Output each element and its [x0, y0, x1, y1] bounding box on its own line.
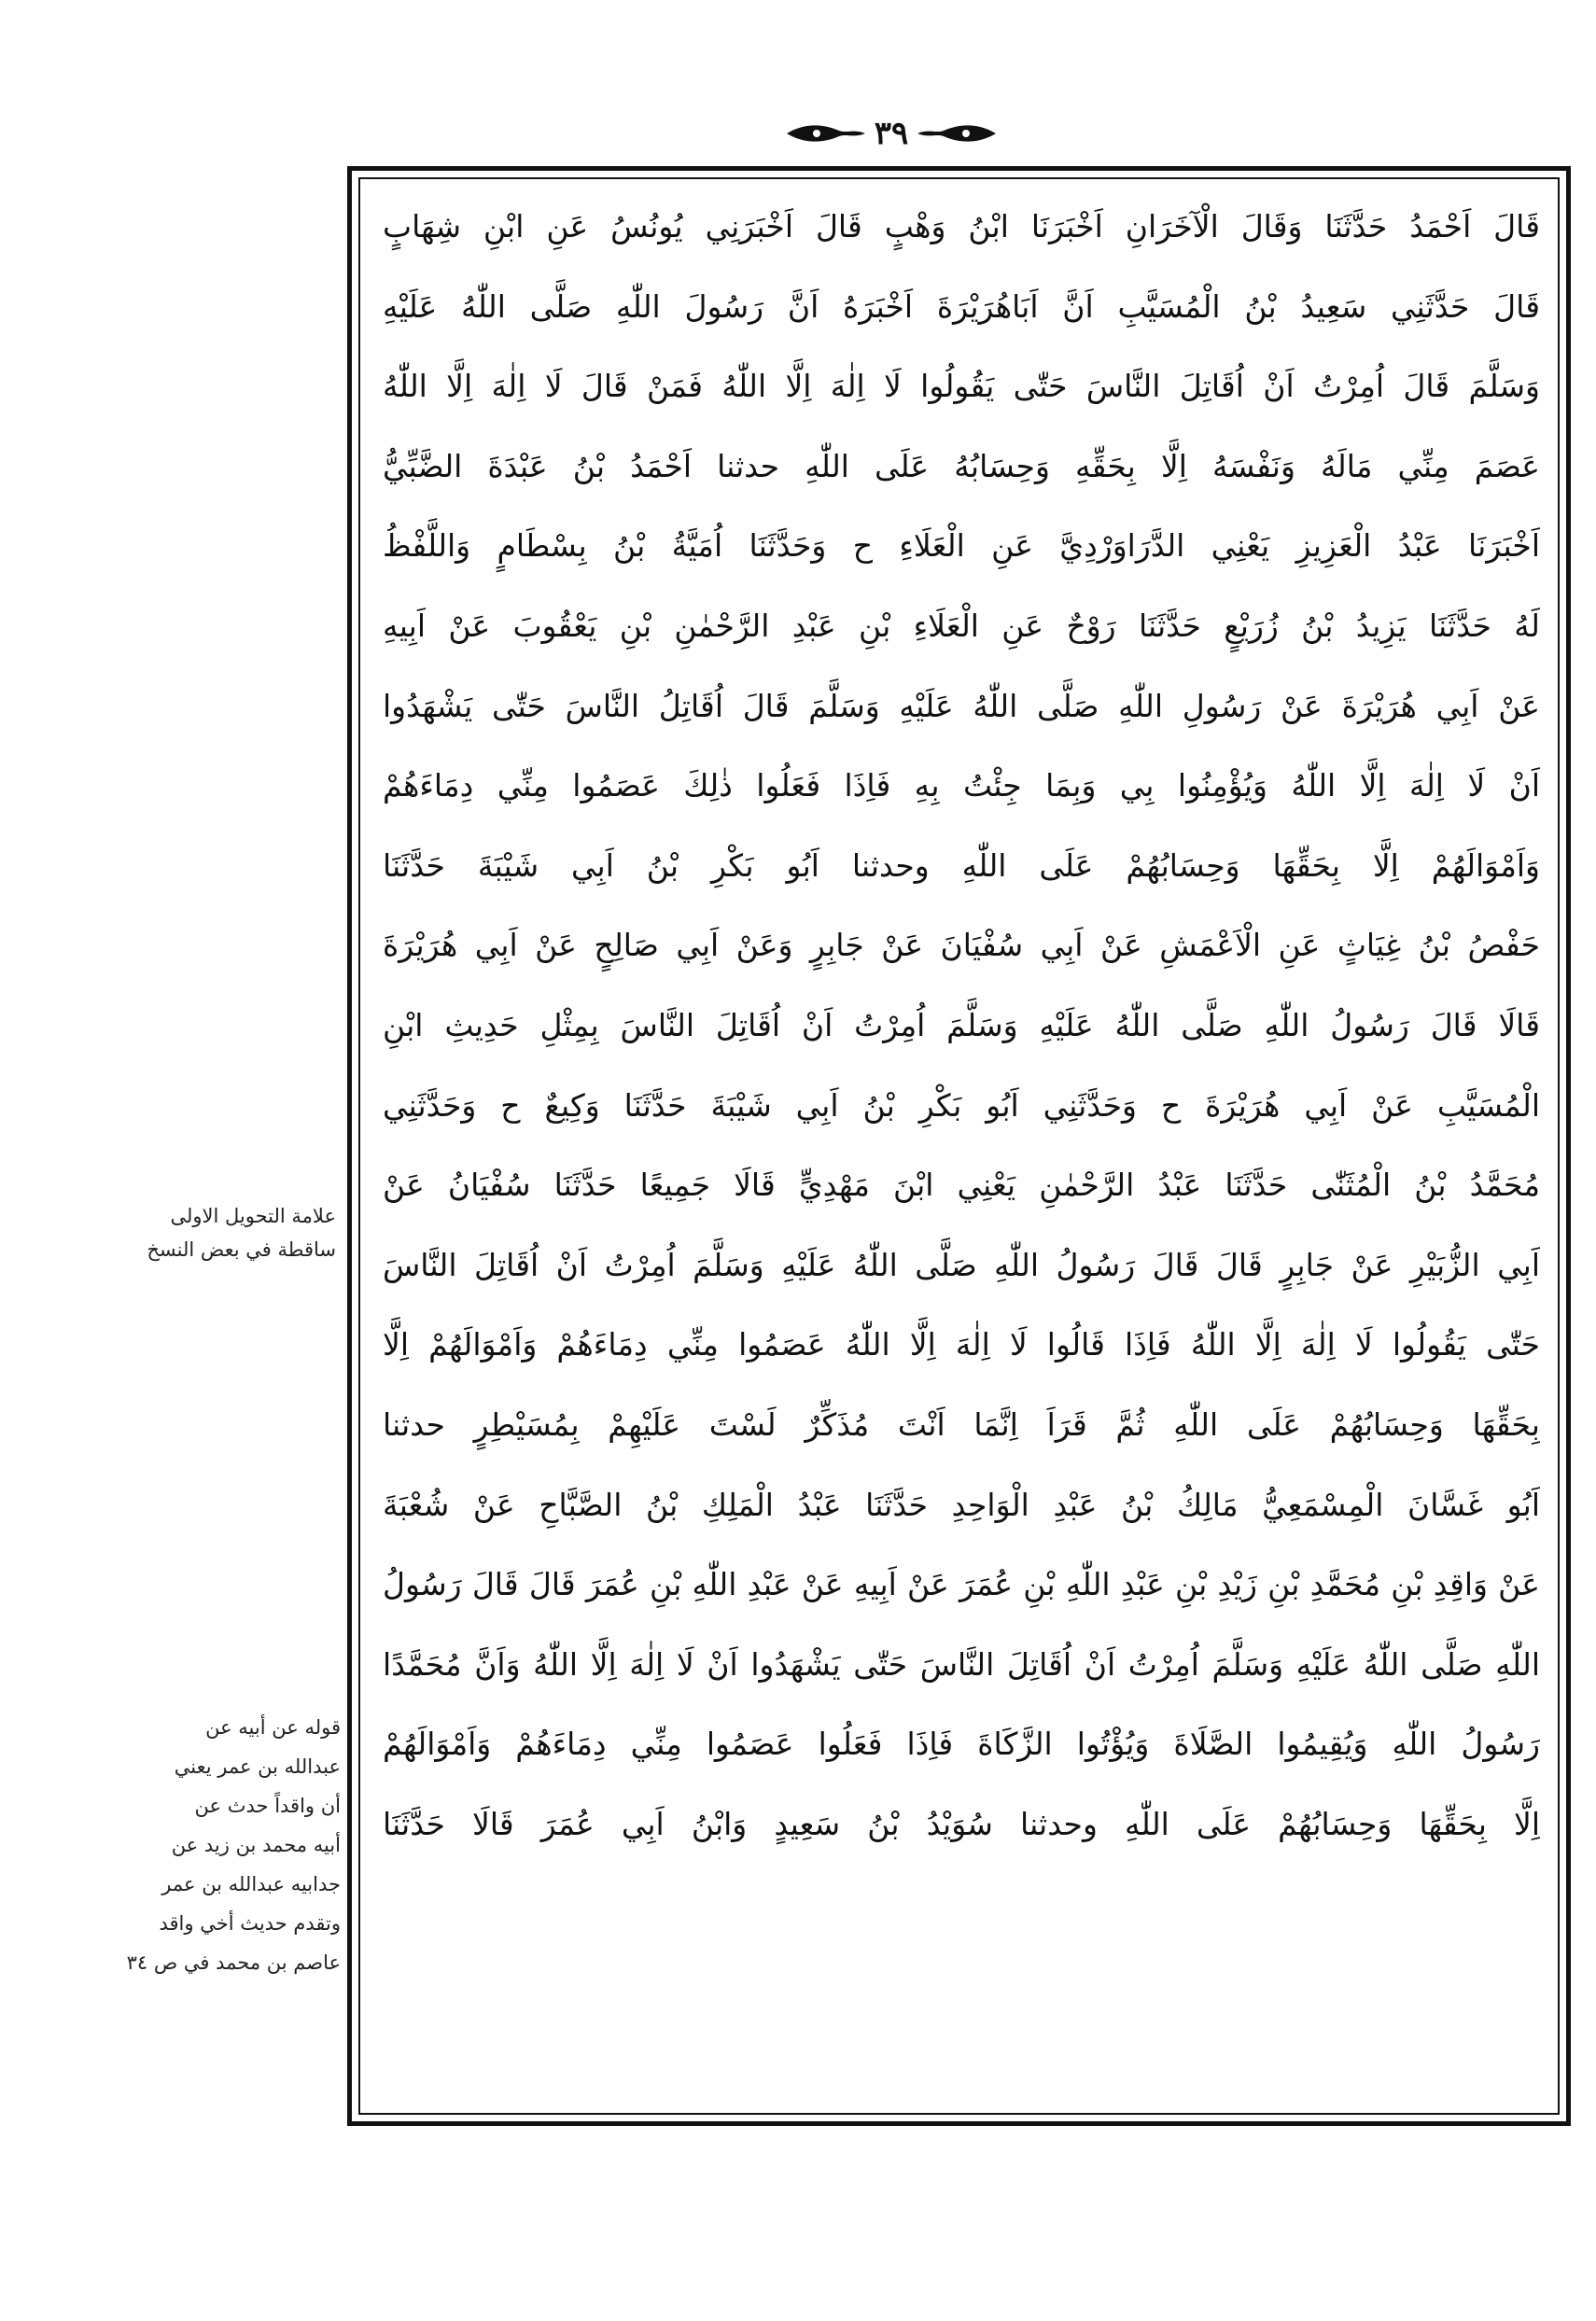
- text-line: وَسَلَّمَ قَالَ اُمِرْتُ اَنْ اُقَاتِلَ النَّاسَ حَتّٰى يَقُولُوا لَا اِلٰهَ اِلَّا اللّٰهُ فَمَنْ قَالَ لَا اِلٰهَ اِلَّا اللّٰهُ: [383, 368, 1540, 405]
- text-line: الْمُسَيَّبِ عَنْ اَبِي هُرَيْرَةَ ح وَحَدَّثَنِي اَبُو بَكْرِ بْنُ اَبِي شَيْبَةَ حَدَّثَنَا وَكِيعٌ ح وَحَدَّثَنِي: [383, 1086, 1540, 1124]
- text-line: اَبِي الزُّبَيْرِ عَنْ جَابِرٍ قَالَ قَالَ رَسُولُ اللّٰهِ صَلَّى اللّٰهُ عَلَيْهِ وَسَلَّمَ اُمِرْتُ اَنْ اُقَاتِلَ النَّاسَ: [383, 1246, 1540, 1283]
- text-line: بِحَقِّهَا وَحِسَابُهُمْ عَلَى اللّٰهِ ثُمَّ قَرَاَ اِنَّمَا اَنْتَ مُذَكِّرٌ لَسْتَ عَلَيْهِمْ بِمُسَيْطِرٍ حدثنا: [383, 1405, 1540, 1443]
- text-line: قَالَ اَحْمَدُ حَدَّثَنَا وَقَالَ الْآخَرَانِ اَخْبَرَنَا ابْنُ وَهْبٍ قَالَ اَخْبَرَنِي يُونُسُ عَنِ ابْنِ شِهَابٍ: [383, 208, 1540, 245]
- text-line: وَاَمْوَالَهُمْ اِلَّا بِحَقِّهَا وَحِسَابُهُمْ عَلَى اللّٰهِ وحدثنا اَبُو بَكْرِ بْنُ اَبِي شَيْبَةَ حَدَّثَنَا: [383, 846, 1540, 884]
- margin-note-line: أبيه محمد بن زيد عن: [171, 1834, 341, 1856]
- page-number: ٣٩: [874, 115, 909, 152]
- text-line: رَسُولُ اللّٰهِ وَيُقِيمُوا الصَّلَاةَ وَيُؤْتُوا الزَّكَاةَ فَاِذَا فَعَلُوا عَصَمُوا مِنِّي دِمَاءَهُمْ وَاَمْوَالَهُمْ: [383, 1726, 1540, 1763]
- text-line: عَصَمَ مِنِّي مَالَهُ وَنَفْسَهُ اِلَّا بِحَقِّهِ وَحِسَابُهُ عَلَى اللّٰهِ حدثنا اَحْمَدُ بْنُ عَبْدَةَ الضَّبِّيُّ: [383, 447, 1540, 484]
- text-line: اَخْبَرَنَا عَبْدُ الْعَزِيزِ يَعْنِي الدَّرَاوَرْدِيَّ عَنِ الْعَلَاءِ ح وَحَدَّثَنَا اُمَيَّةُ بْنُ بِسْطَامٍ وَاللَّفْظُ: [383, 527, 1540, 565]
- margin-note-line: عبدالله بن عمر يعني: [174, 1755, 341, 1778]
- text-line: اَبُو غَسَّانَ الْمِسْمَعِيُّ مَالِكُ بْنُ عَبْدِ الْوَاحِدِ حَدَّثَنَا عَبْدُ الْمَلِكِ بْنُ الصَّبَّاحِ عَنْ شُعْبَةَ: [383, 1486, 1540, 1523]
- text-line: عَنْ وَاقِدِ بْنِ مُحَمَّدِ بْنِ زَيْدِ بْنِ عَبْدِ اللّٰهِ بْنِ عُمَرَ عَنْ اَبِيهِ عَنْ عَبْدِ اللّٰهِ بْنِ عُمَرَ قَالَ قَالَ رَسُولُ: [383, 1566, 1540, 1603]
- margin-note-line: علامة التحويل الاولى: [170, 1205, 336, 1227]
- margin-note-transition: [121, 1199, 336, 1266]
- margin-note-isnad: [117, 1708, 341, 1982]
- margin-note-line: جدابيه عبدالله بن عمر: [161, 1873, 341, 1895]
- margin-note-line: عاصم بن محمد في ص ٣٤: [126, 1951, 341, 1974]
- text-line: عَنْ اَبِي هُرَيْرَةَ عَنْ رَسُولِ اللّٰهِ صَلَّى اللّٰهُ عَلَيْهِ وَسَلَّمَ قَالَ اُقَاتِلُ النَّاسَ حَتّٰى يَشْهَدُوا: [383, 687, 1540, 724]
- text-line: اللّٰهِ صَلَّى اللّٰهُ عَلَيْهِ وَسَلَّمَ اُمِرْتُ اَنْ اُقَاتِلَ النَّاسَ حَتّٰى يَشْهَدُوا اَنْ لَا اِلٰهَ اِلَّا اللّٰهُ وَاَنَّ مُحَمَّدًا: [383, 1645, 1540, 1683]
- margin-note-line: وتقدم حديث أخي واقد: [159, 1912, 341, 1935]
- text-line: [383, 1864, 1540, 1944]
- margin-note-line: أن واقداً حدث عن: [194, 1795, 341, 1817]
- text-line: حَتّٰى يَقُولُوا لَا اِلٰهَ اِلَّا اللّٰهُ فَاِذَا قَالُوا لَا اِلٰهَ اِلَّا اللّٰهُ عَصَمُوا مِنِّي دِمَاءَهُمْ وَاَمْوَالَهُمْ اِلَّا: [383, 1326, 1540, 1363]
- page-header: [784, 110, 999, 157]
- text-line: قَالَ حَدَّثَنِي سَعِيدُ بْنُ الْمُسَيَّبِ اَنَّ اَبَاهُرَيْرَةَ اَخْبَرَهُ اَنَّ رَسُولَ اللّٰهِ صَلَّى اللّٰهُ عَلَيْهِ: [383, 287, 1540, 325]
- text-line: حَفْصُ بْنُ غِيَاثٍ عَنِ الْاَعْمَشِ عَنْ اَبِي سُفْيَانَ عَنْ جَابِرٍ وَعَنْ اَبِي صَالِحٍ عَنْ اَبِي هُرَيْرَةَ: [383, 927, 1540, 964]
- ornament-left-icon: [785, 118, 869, 149]
- text-line: اَنْ لَا اِلٰهَ اِلَّا اللّٰهُ وَيُؤْمِنُوا بِي وَبِمَا جِئْتُ بِهِ فَاِذَا فَعَلُوا ذٰلِكَ عَصَمُوا مِنِّي دِمَاءَهُمْ: [383, 767, 1540, 804]
- hadith-text-block: [383, 187, 1540, 1944]
- ornament-right-icon: [914, 118, 998, 149]
- text-line: لَهُ حَدَّثَنَا يَزِيدُ بْنُ زُرَيْعٍ حَدَّثَنَا رَوْحٌ عَنِ الْعَلَاءِ بْنِ عَبْدِ الرَّحْمٰنِ بْنِ يَعْقُوبَ عَنْ اَبِيهِ: [383, 607, 1540, 644]
- text-line: قَالَا قَالَ رَسُولُ اللّٰهِ صَلَّى اللّٰهُ عَلَيْهِ وَسَلَّمَ اُمِرْتُ اَنْ اُقَاتِلَ النَّاسَ بِمِثْلِ حَدِيثِ ابْنِ: [383, 1006, 1540, 1043]
- text-line: اِلَّا بِحَقِّهَا وَحِسَابُهُمْ عَلَى اللّٰهِ وحدثنا سُوَيْدُ بْنُ سَعِيدٍ وَابْنُ اَبِي عُمَرَ قَالَا حَدَّثَنَا: [383, 1805, 1540, 1842]
- margin-note-line: قوله عن أبيه عن: [205, 1716, 341, 1739]
- text-line: مُحَمَّدُ بْنُ الْمُثَنّٰى حَدَّثَنَا عَبْدُ الرَّحْمٰنِ يَعْنِي ابْنَ مَهْدِيٍّ قَالَا جَمِيعًا حَدَّثَنَا سُفْيَانُ عَنْ: [383, 1167, 1540, 1204]
- margin-note-line: ساقطة في بعض النسخ: [147, 1238, 336, 1261]
